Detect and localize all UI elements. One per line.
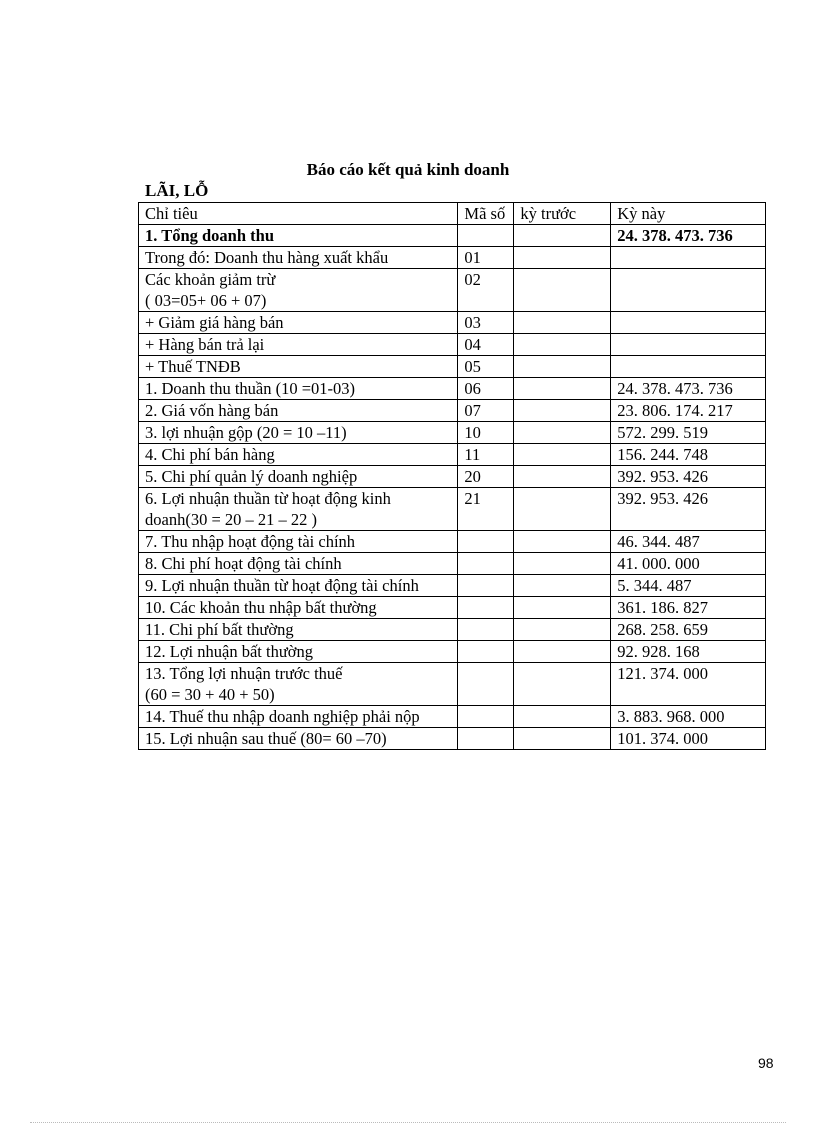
row-prev-period bbox=[514, 531, 611, 553]
row-label: Trong đó: Doanh thu hàng xuất khẩu bbox=[139, 247, 458, 269]
row-code bbox=[458, 619, 514, 641]
row-code: 01 bbox=[458, 247, 514, 269]
row-label: 13. Tổng lợi nhuận trước thuế (60 = 30 + 40 + 50) bbox=[139, 663, 458, 706]
row-code: 04 bbox=[458, 334, 514, 356]
row-current-period bbox=[611, 312, 766, 334]
row-code: 02 bbox=[458, 269, 514, 312]
row-current-period: 361. 186. 827 bbox=[611, 597, 766, 619]
row-label: 1. Tổng doanh thu bbox=[139, 225, 458, 247]
row-code: 07 bbox=[458, 400, 514, 422]
table-row bbox=[139, 531, 766, 553]
row-code: 21 bbox=[458, 488, 514, 531]
income-statement-table bbox=[138, 202, 766, 750]
row-code bbox=[458, 225, 514, 247]
row-label: + Thuế TNĐB bbox=[139, 356, 458, 378]
row-prev-period bbox=[514, 269, 611, 312]
row-code bbox=[458, 728, 514, 750]
row-label: Các khoản giảm trừ ( 03=05+ 06 + 07) bbox=[139, 269, 458, 312]
row-current-period: 24. 378. 473. 736 bbox=[611, 378, 766, 400]
table-row bbox=[139, 641, 766, 663]
row-prev-period bbox=[514, 356, 611, 378]
row-code bbox=[458, 575, 514, 597]
table-row bbox=[139, 400, 766, 422]
row-prev-period bbox=[514, 334, 611, 356]
row-code: 03 bbox=[458, 312, 514, 334]
row-label: 9. Lợi nhuận thuần từ hoạt động tài chính bbox=[139, 575, 458, 597]
table-row bbox=[139, 444, 766, 466]
row-code: 05 bbox=[458, 356, 514, 378]
table-row bbox=[139, 575, 766, 597]
header-chi-tieu: Chỉ tiêu bbox=[139, 203, 458, 225]
row-current-period: 92. 928. 168 bbox=[611, 641, 766, 663]
row-code: 20 bbox=[458, 466, 514, 488]
table-row bbox=[139, 597, 766, 619]
row-prev-period bbox=[514, 312, 611, 334]
table-row bbox=[139, 619, 766, 641]
table-row bbox=[139, 356, 766, 378]
row-prev-period bbox=[514, 466, 611, 488]
row-label: 1. Doanh thu thuần (10 =01-03) bbox=[139, 378, 458, 400]
report-subtitle: LÃI, LỖ bbox=[145, 181, 209, 200]
row-label: 3. lợi nhuận gộp (20 = 10 –11) bbox=[139, 422, 458, 444]
report-title: Báo cáo kết quả kinh doanh bbox=[306, 160, 510, 179]
row-current-period bbox=[611, 269, 766, 312]
table-row bbox=[139, 247, 766, 269]
row-prev-period bbox=[514, 663, 611, 706]
row-prev-period bbox=[514, 728, 611, 750]
row-label: + Hàng bán trả lại bbox=[139, 334, 458, 356]
table-row bbox=[139, 706, 766, 728]
row-current-period: 121. 374. 000 bbox=[611, 663, 766, 706]
row-prev-period bbox=[514, 619, 611, 641]
row-code bbox=[458, 597, 514, 619]
row-current-period: 3. 883. 968. 000 bbox=[611, 706, 766, 728]
table-row bbox=[139, 334, 766, 356]
row-current-period: 392. 953. 426 bbox=[611, 488, 766, 531]
row-code bbox=[458, 706, 514, 728]
row-label: 11. Chi phí bất thường bbox=[139, 619, 458, 641]
row-current-period: 24. 378. 473. 736 bbox=[611, 225, 766, 247]
table-row bbox=[139, 553, 766, 575]
row-current-period: 46. 344. 487 bbox=[611, 531, 766, 553]
page-number: 98 bbox=[758, 1055, 774, 1071]
row-label: 8. Chi phí hoạt động tài chính bbox=[139, 553, 458, 575]
row-code: 06 bbox=[458, 378, 514, 400]
row-prev-period bbox=[514, 641, 611, 663]
row-current-period bbox=[611, 247, 766, 269]
table-row bbox=[139, 378, 766, 400]
row-current-period bbox=[611, 356, 766, 378]
table-row bbox=[139, 225, 766, 247]
header-ky-nay: Kỳ này bbox=[611, 203, 766, 225]
row-current-period: 268. 258. 659 bbox=[611, 619, 766, 641]
row-code bbox=[458, 641, 514, 663]
row-label: + Giảm giá hàng bán bbox=[139, 312, 458, 334]
row-prev-period bbox=[514, 422, 611, 444]
table-header-row bbox=[139, 203, 766, 225]
table-row bbox=[139, 728, 766, 750]
row-prev-period bbox=[514, 575, 611, 597]
row-label: 2. Giá vốn hàng bán bbox=[139, 400, 458, 422]
row-current-period: 101. 374. 000 bbox=[611, 728, 766, 750]
row-code: 11 bbox=[458, 444, 514, 466]
row-current-period: 41. 000. 000 bbox=[611, 553, 766, 575]
row-prev-period bbox=[514, 488, 611, 531]
row-label: 6. Lợi nhuận thuần từ hoạt động kinh doanh(30 = 20 – 21 – 22 ) bbox=[139, 488, 458, 531]
row-label: 10. Các khoản thu nhập bất thường bbox=[139, 597, 458, 619]
row-current-period bbox=[611, 334, 766, 356]
row-prev-period bbox=[514, 400, 611, 422]
table-row bbox=[139, 312, 766, 334]
table-row bbox=[139, 422, 766, 444]
row-code: 10 bbox=[458, 422, 514, 444]
header-ma-so: Mã số bbox=[458, 203, 514, 225]
row-label: 15. Lợi nhuận sau thuế (80= 60 –70) bbox=[139, 728, 458, 750]
row-prev-period bbox=[514, 597, 611, 619]
table-row bbox=[139, 466, 766, 488]
row-prev-period bbox=[514, 247, 611, 269]
row-current-period: 23. 806. 174. 217 bbox=[611, 400, 766, 422]
row-label: 7. Thu nhập hoạt động tài chính bbox=[139, 531, 458, 553]
row-prev-period bbox=[514, 553, 611, 575]
row-label: 5. Chi phí quản lý doanh nghiệp bbox=[139, 466, 458, 488]
row-prev-period bbox=[514, 378, 611, 400]
table-row bbox=[139, 488, 766, 531]
row-code bbox=[458, 531, 514, 553]
row-label: 14. Thuế thu nhập doanh nghiệp phải nộp bbox=[139, 706, 458, 728]
row-prev-period bbox=[514, 225, 611, 247]
header-ky-truoc: kỳ trước bbox=[514, 203, 611, 225]
row-current-period: 572. 299. 519 bbox=[611, 422, 766, 444]
row-current-period: 156. 244. 748 bbox=[611, 444, 766, 466]
table-row bbox=[139, 269, 766, 312]
row-prev-period bbox=[514, 444, 611, 466]
row-code bbox=[458, 663, 514, 706]
table-row bbox=[139, 663, 766, 706]
row-label: 12. Lợi nhuận bất thường bbox=[139, 641, 458, 663]
row-label: 4. Chi phí bán hàng bbox=[139, 444, 458, 466]
row-current-period: 392. 953. 426 bbox=[611, 466, 766, 488]
row-code bbox=[458, 553, 514, 575]
row-current-period: 5. 344. 487 bbox=[611, 575, 766, 597]
row-prev-period bbox=[514, 706, 611, 728]
